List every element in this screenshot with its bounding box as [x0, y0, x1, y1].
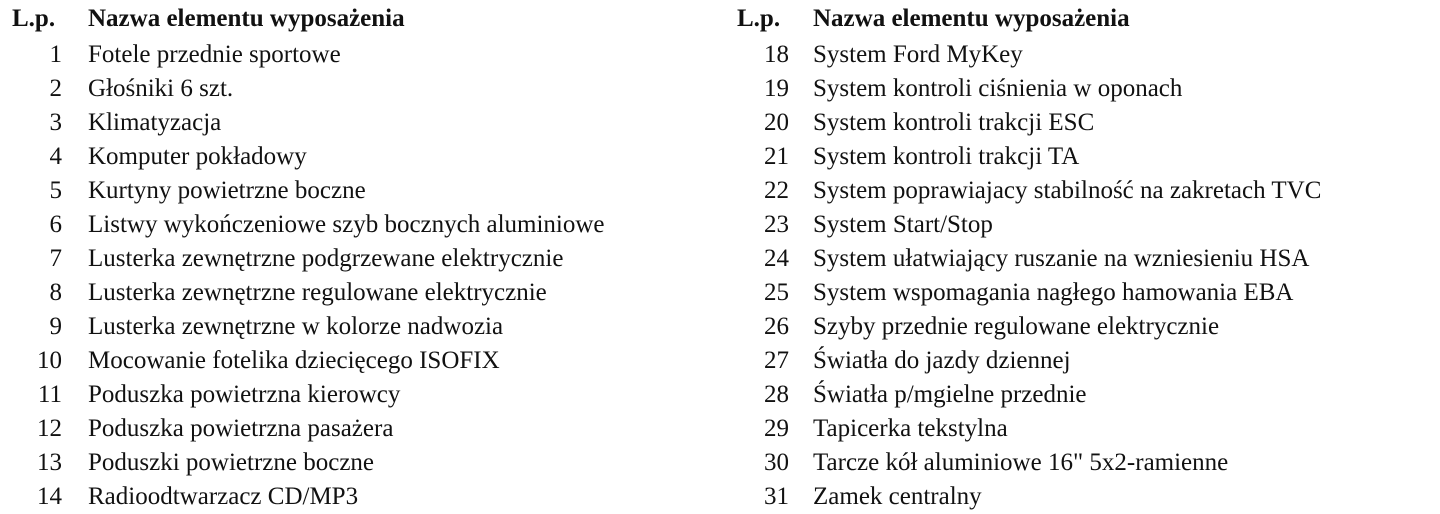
table-row: [737, 344, 1437, 378]
table-row: [12, 106, 712, 140]
item-name: Tapicerka tekstylna: [813, 415, 1008, 442]
item-name: Światła p/mgielne przednie: [813, 381, 1087, 408]
row-number: 23: [764, 211, 789, 238]
table-header-left: [12, 4, 712, 34]
item-name: System ułatwiający ruszanie na wzniesieniu HSA: [813, 245, 1310, 272]
item-name: Fotele przednie sportowe: [88, 41, 341, 68]
item-name: System Ford MyKey: [813, 41, 1023, 68]
table-row: [737, 412, 1437, 446]
item-name: System poprawiajacy stabilność na zakretach TVC: [813, 177, 1322, 204]
item-name: Światła do jazdy dziennej: [813, 347, 1071, 374]
row-number: 29: [764, 415, 789, 442]
table-row: [737, 106, 1437, 140]
table-row: [12, 242, 712, 276]
table-row: [12, 72, 712, 106]
item-name: Mocowanie fotelika dziecięcego ISOFIX: [88, 347, 500, 374]
row-number: 13: [37, 449, 62, 476]
row-number: 7: [49, 245, 62, 272]
row-number: 3: [49, 109, 62, 136]
item-name: Kurtyny powietrzne boczne: [88, 177, 366, 204]
table-row: [737, 72, 1437, 106]
table-row: [12, 412, 712, 446]
table-row: [737, 310, 1437, 344]
table-row: [12, 378, 712, 412]
item-name: Poduszka powietrzna kierowcy: [88, 381, 401, 408]
item-name: Poduszka powietrzna pasażera: [88, 415, 394, 442]
item-name: Lusterka zewnętrzne w kolorze nadwozia: [88, 313, 504, 340]
row-number: 2: [49, 75, 62, 102]
item-name: Szyby przednie regulowane elektrycznie: [813, 313, 1220, 340]
row-number: 1: [49, 41, 62, 68]
item-name: Zamek centralny: [813, 483, 982, 510]
table-row: [737, 38, 1437, 72]
lp-column-header: L.p.: [12, 5, 56, 32]
row-number: 10: [37, 347, 62, 374]
table-row: [12, 38, 712, 72]
row-number: 27: [764, 347, 789, 374]
table-row: [12, 140, 712, 174]
row-number: 6: [49, 211, 62, 238]
item-name: Głośniki 6 szt.: [88, 75, 234, 102]
table-row: [737, 174, 1437, 208]
row-number: 18: [764, 41, 789, 68]
row-number: 30: [764, 449, 789, 476]
table-row: [12, 480, 712, 514]
row-number: 21: [764, 143, 789, 170]
item-name: System kontroli trakcji TA: [813, 143, 1080, 170]
item-name: Lusterka zewnętrzne podgrzewane elektrycznie: [88, 245, 564, 272]
table-row: [12, 174, 712, 208]
item-name: System kontroli ciśnienia w oponach: [813, 75, 1183, 102]
table-row: [737, 242, 1437, 276]
row-number: 24: [764, 245, 789, 272]
table-row: [12, 310, 712, 344]
table-row: [12, 446, 712, 480]
table-row: [12, 276, 712, 310]
lp-column-header: L.p.: [737, 5, 781, 32]
row-number: 19: [764, 75, 789, 102]
item-name: Komputer pokładowy: [88, 143, 307, 170]
table-header-right: [737, 4, 1437, 34]
row-number: 12: [37, 415, 62, 442]
row-number: 28: [764, 381, 789, 408]
table-row: [737, 276, 1437, 310]
table-row: [12, 208, 712, 242]
table-row: [737, 446, 1437, 480]
item-name: Lusterka zewnętrzne regulowane elektrycznie: [88, 279, 547, 306]
row-number: 8: [49, 279, 62, 306]
equipment-table-right: [737, 4, 1437, 514]
name-column-header: Nazwa elementu wyposażenia: [813, 5, 1130, 32]
row-number: 9: [49, 313, 62, 340]
row-number: 26: [764, 313, 789, 340]
row-number: 4: [49, 143, 62, 170]
item-name: Klimatyzacja: [88, 109, 222, 136]
row-number: 20: [764, 109, 789, 136]
row-number: 14: [37, 483, 62, 510]
item-name: Radioodtwarzacz CD/MP3: [88, 483, 359, 510]
table-row: [737, 480, 1437, 514]
item-name: System Start/Stop: [813, 211, 993, 238]
item-name: Tarcze kół aluminiowe 16" 5x2-ramienne: [813, 449, 1229, 476]
row-number: 31: [764, 483, 789, 510]
row-number: 22: [764, 177, 789, 204]
table-row: [737, 208, 1437, 242]
table-row: [12, 344, 712, 378]
table-row: [737, 378, 1437, 412]
row-number: 11: [37, 381, 62, 408]
item-name: Listwy wykończeniowe szyb bocznych aluminiowe: [88, 211, 605, 238]
table-row: [737, 140, 1437, 174]
row-number: 25: [764, 279, 789, 306]
row-number: 5: [49, 177, 62, 204]
name-column-header: Nazwa elementu wyposażenia: [88, 5, 405, 32]
item-name: System kontroli trakcji ESC: [813, 109, 1095, 136]
item-name: System wspomagania nagłego hamowania EBA: [813, 279, 1294, 306]
item-name: Poduszki powietrzne boczne: [88, 449, 375, 476]
equipment-table-left: [12, 4, 712, 514]
